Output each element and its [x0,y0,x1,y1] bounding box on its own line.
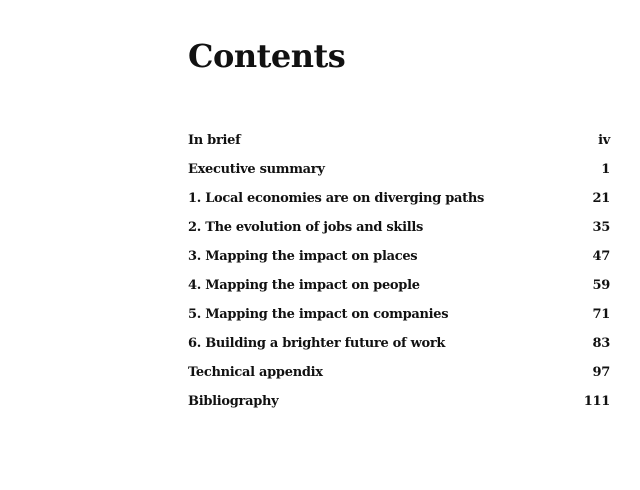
toc-entry-page: 83 [592,336,610,351]
toc-entry-page: 71 [592,307,610,322]
toc-entry-label: 2. The evolution of jobs and skills [188,220,424,235]
table-of-contents [188,126,610,416]
toc-entry-label: 4. Mapping the impact on people [188,278,420,293]
toc-entry-label: 1. Local economies are on diverging paths [188,191,485,206]
toc-entry-chapter-1[interactable] [188,184,610,213]
toc-entry-label: 3. Mapping the impact on places [188,249,418,264]
toc-entry-chapter-4[interactable] [188,271,610,300]
toc-entry-chapter-5[interactable] [188,300,610,329]
toc-entry-page: iv [598,133,610,148]
toc-entry-in-brief[interactable] [188,126,610,155]
toc-entry-page: 47 [592,249,610,264]
toc-entry-label: Executive summary [188,162,325,177]
toc-entry-page: 1 [601,162,610,177]
toc-entry-page: 111 [583,394,610,409]
toc-entry-technical-appendix[interactable] [188,358,610,387]
toc-entry-chapter-3[interactable] [188,242,610,271]
toc-entry-label: 6. Building a brighter future of work [188,336,446,351]
toc-entry-page: 59 [592,278,610,293]
toc-entry-page: 97 [592,365,610,380]
toc-entry-chapter-2[interactable] [188,213,610,242]
toc-entry-chapter-6[interactable] [188,329,610,358]
toc-entry-bibliography[interactable] [188,387,610,416]
toc-entry-label: Bibliography [188,394,279,409]
toc-entry-page: 21 [592,191,610,206]
page-title: Contents [188,37,346,75]
toc-entry-label: In brief [188,133,241,148]
toc-entry-label: 5. Mapping the impact on companies [188,307,449,322]
toc-entry-executive-summary[interactable] [188,155,610,184]
toc-entry-label: Technical appendix [188,365,323,380]
toc-entry-page: 35 [592,220,610,235]
